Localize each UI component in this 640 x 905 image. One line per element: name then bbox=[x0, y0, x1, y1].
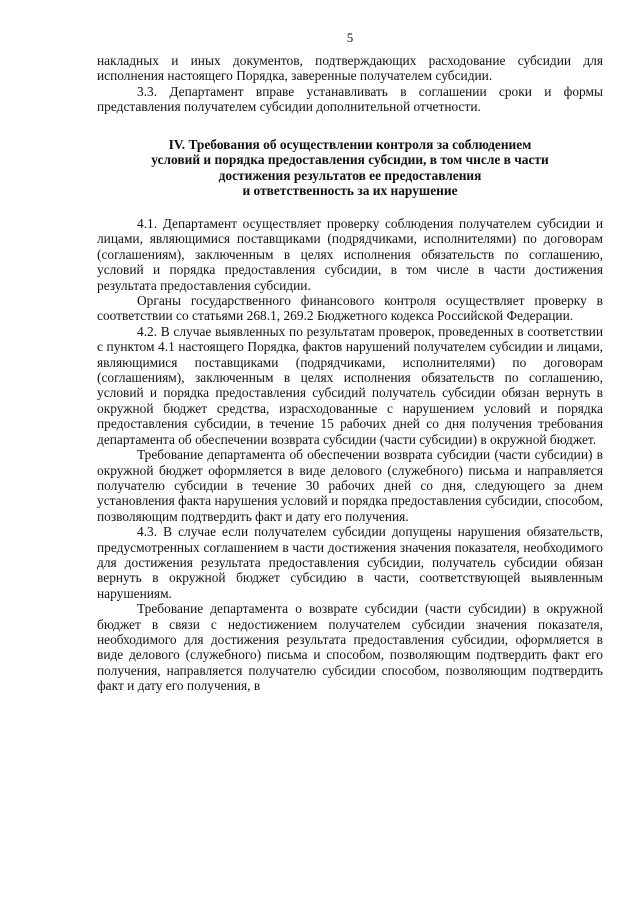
section-title-line: условий и порядка предоставления субсидии, в том числе в части bbox=[151, 152, 549, 168]
page-number: 5 bbox=[346, 30, 354, 45]
paragraph-return-requirement: Требование департамента об обеспечении возврата субсидии (части субсидии) в окружной бюджет оформляется в виде делового (служебного) письма и направляется получателю субсидии в течение 30 рабочих дней со дня, следующего за днем установления факта нарушения условий и порядка предоставления субсидии, способом, позволяющим подтвердить факт и дату его получения. bbox=[97, 447, 603, 524]
section-title-line: IV. Требования об осуществлении контроля за соблюдением bbox=[168, 136, 532, 152]
document-page bbox=[97, 30, 603, 694]
section-title-line: достижения результатов ее предоставления bbox=[218, 167, 482, 183]
paragraph-continuation: накладных и иных документов, подтверждающих расходование субсидии для исполнения настоящего Порядка, заверенные получателем субсидии. bbox=[97, 53, 603, 84]
section-title-line: и ответственность за их нарушение bbox=[242, 183, 458, 199]
paragraph-3-3: 3.3. Департамент вправе устанавливать в соглашении сроки и формы представления получателем субсидии дополнительной отчетности. bbox=[97, 83, 603, 115]
section-title bbox=[97, 137, 603, 199]
paragraph-state-control: Органы государственного финансового контроля осуществляет проверку в соответствии со статьями 268.1, 269.2 Бюджетного кодекса Российской Федерации. bbox=[97, 293, 603, 324]
paragraph-4-2: 4.2. В случае выявленных по результатам проверок, проведенных в соответствии с пунктом 4.1 настоящего Порядка, фактов нарушений получателем субсидии и лицами, являющимися поставщиками (подрядчиками, исполнителями) по договорам (соглашениям), заключенным в целях исполнения обязательств по соглашению, условий и порядка предоставления субсидий получатель субсидии обязан вернуть в окружной бюджет средства, израсходованные с нарушением условий и порядка предоставления субсидии, в течение 15 рабочих дней со дня получения требования департамента об обеспечении возврата субсидии (части субсидии) в окружной бюджет. bbox=[97, 323, 603, 447]
paragraph-indicator-return: Требование департамента о возврате субсидии (части субсидии) в окружной бюджет в связи с недостижением получателем субсидии значения показателя, необходимого для достижения результата предоставления субсидии, оформляется в виде делового (служебного) письма и способом, позволяющим подтвердить факт его получения, направляется получателю субсидии способом, позволяющим подтвердить факт и дату его получения, в bbox=[97, 601, 603, 694]
paragraph-4-1: 4.1. Департамент осуществляет проверку соблюдения получателем субсидии и лицами, являющимися поставщиками (подрядчиками, исполнителями) по договорам (соглашениям), заключенным в целях исполнения обязательств по соглашению, условий и порядка предоставления субсидии, в том числе в части достижения результата предоставления субсидии. bbox=[97, 216, 603, 293]
paragraph-4-3: 4.3. В случае если получателем субсидии допущены нарушения обязательств, предусмотренных соглашением в части достижения значения показателя, необходимого для достижения результата предоставления субсидии, получатель субсидии обязан вернуть в окружной бюджет субсидию в части, соответствующей выявленным нарушениям. bbox=[97, 524, 603, 601]
